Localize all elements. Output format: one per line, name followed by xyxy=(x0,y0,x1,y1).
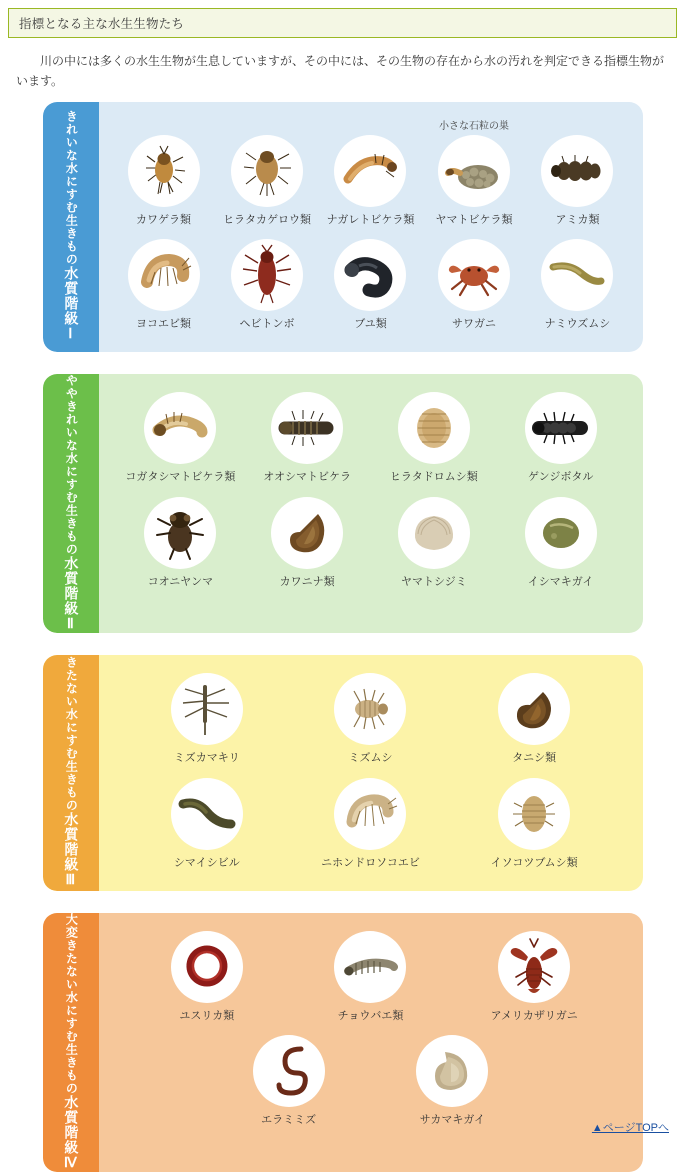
organism-item xyxy=(112,235,215,340)
organism-name: カワゲラ類 xyxy=(136,213,192,226)
organism-name: ゲンジボタル xyxy=(527,471,594,484)
amphipod-icon xyxy=(128,239,200,311)
organism-name: チョウバエ類 xyxy=(337,1009,404,1022)
mud-amphipod-icon xyxy=(334,778,406,850)
organism-item xyxy=(125,927,289,1032)
stonefly-icon xyxy=(128,135,200,207)
rank-body-2 xyxy=(99,374,643,633)
water-slater-icon xyxy=(334,673,406,745)
organism-name: シマイシビル xyxy=(173,856,240,869)
bloodworm-icon xyxy=(171,931,243,1003)
rank-block-3 xyxy=(43,655,643,891)
organism-name: イシマキガイ xyxy=(527,575,594,588)
organism-item xyxy=(244,388,371,493)
organism-item xyxy=(117,388,244,493)
dragonfly-nymph-icon xyxy=(144,497,216,569)
organism-note: 小さな石粒の巣 xyxy=(438,120,509,132)
organism-name: タニシ類 xyxy=(512,752,557,765)
organism-row xyxy=(107,774,635,879)
caddisfly-larva-icon xyxy=(334,135,406,207)
organism-name: カワニナ類 xyxy=(279,575,335,588)
organism-item xyxy=(371,493,498,598)
organism-item xyxy=(497,388,624,493)
organism-item xyxy=(497,493,624,598)
organism-item xyxy=(422,116,525,236)
organism-name: エラミミズ xyxy=(261,1114,317,1127)
organism-item xyxy=(452,669,616,774)
isopod-icon xyxy=(498,778,570,850)
organism-name: イソコツブムシ類 xyxy=(490,856,578,869)
water-stick-insect-icon xyxy=(171,673,243,745)
organism-name: アメリカザリガニ xyxy=(490,1009,578,1022)
organism-item xyxy=(452,927,616,1032)
blackfly-icon xyxy=(334,239,406,311)
organism-name: ミズカマキリ xyxy=(173,752,240,765)
rank-list xyxy=(0,102,685,1172)
organism-row xyxy=(107,235,635,340)
organism-name: ナミウズムシ xyxy=(544,318,611,331)
river-snail-icon xyxy=(271,497,343,569)
organism-item xyxy=(371,1031,535,1136)
page-root xyxy=(0,8,685,1172)
organism-item xyxy=(319,116,422,236)
rank-block-2 xyxy=(43,374,643,633)
organism-name: コオニヤンマ xyxy=(147,575,214,588)
organism-item xyxy=(319,235,422,340)
crayfish-icon xyxy=(498,931,570,1003)
page-top-footer xyxy=(592,1119,669,1135)
organism-item xyxy=(112,116,215,236)
organism-item xyxy=(526,235,629,340)
clam-icon xyxy=(398,497,470,569)
rank-label-4 xyxy=(43,913,99,1172)
rank-block-1 xyxy=(43,102,643,353)
rank-label-description: ややきれいな水にすむ生きもの xyxy=(64,374,79,557)
intro-paragraph: 川の中には多くの水生生物が生息していますが、その中には、その生物の存在から水の汚れを判定できる指標生物がいます。 xyxy=(16,54,665,88)
organism-row xyxy=(107,1031,635,1136)
organism-item xyxy=(215,116,318,236)
moth-fly-larva-icon xyxy=(334,931,406,1003)
nerite-snail-icon xyxy=(525,497,597,569)
organism-item xyxy=(289,927,453,1032)
organism-name: ヘビトンボ xyxy=(239,318,295,331)
organism-name: ヤマトシジミ xyxy=(400,575,467,588)
organism-item xyxy=(289,669,453,774)
planarian-icon xyxy=(541,239,613,311)
rank-label-grade: 水質階級Ⅰ xyxy=(63,266,80,344)
rank-label-grade: 水質階級Ⅲ xyxy=(63,812,80,890)
water-penny-icon xyxy=(398,392,470,464)
organism-item xyxy=(289,774,453,879)
organism-name: ヤマトビケラ類 xyxy=(435,213,513,226)
organism-item xyxy=(215,235,318,340)
pond-snail-icon xyxy=(498,673,570,745)
organism-item xyxy=(125,669,289,774)
organism-name: ユスリカ類 xyxy=(179,1009,235,1022)
large-hydropsyche-icon xyxy=(271,392,343,464)
rank-body-3 xyxy=(99,655,643,891)
organism-row xyxy=(107,927,635,1032)
organism-item xyxy=(452,774,616,879)
dobsonfly-icon xyxy=(231,239,303,311)
bladder-snail-icon xyxy=(416,1035,488,1107)
rank-label-description: 大変きたない水にすむ生きもの xyxy=(64,912,79,1095)
organism-name: オオシマトビケラ xyxy=(263,471,351,484)
organism-name: アミカ類 xyxy=(555,213,600,226)
small-hydropsyche-icon xyxy=(144,392,216,464)
rank-block-4 xyxy=(43,913,643,1172)
page-title: 指標となる主な水生生物たち xyxy=(19,17,185,31)
page-title-bar xyxy=(8,8,677,38)
organism-item xyxy=(207,1031,371,1136)
organism-name: ヒラタドロムシ類 xyxy=(389,471,478,484)
organism-name: ブユ類 xyxy=(354,318,387,331)
organism-name: ヨコエビ類 xyxy=(136,318,192,331)
page-top-link[interactable]: ▲ページTOPへ xyxy=(591,1122,669,1134)
rank-label-description: きれいな水にすむ生きもの xyxy=(64,110,79,267)
rank-label-grade: 水質階級Ⅱ xyxy=(63,556,80,634)
organism-row xyxy=(107,493,635,598)
organism-item xyxy=(117,493,244,598)
leech-icon xyxy=(171,778,243,850)
net-winged-midge-icon xyxy=(541,135,613,207)
organism-name: コガタシマトビケラ類 xyxy=(125,471,236,484)
rank-body-4 xyxy=(99,913,643,1172)
organism-row xyxy=(107,388,635,493)
organism-item xyxy=(526,116,629,236)
rank-label-3 xyxy=(43,655,99,891)
flat-mayfly-icon xyxy=(231,135,303,207)
rank-label-description: きたない水にすむ生きもの xyxy=(64,656,79,813)
rank-label-grade: 水質階級Ⅳ xyxy=(63,1094,80,1172)
organism-name: ミズムシ xyxy=(348,752,393,765)
rank-label-1 xyxy=(43,102,99,353)
organism-name: サカマキガイ xyxy=(419,1114,486,1127)
freshwater-crab-icon xyxy=(438,239,510,311)
organism-item xyxy=(422,235,525,340)
organism-name: ナガレトビケラ類 xyxy=(326,213,415,226)
tubifex-icon xyxy=(253,1035,325,1107)
firefly-larva-icon xyxy=(525,392,597,464)
organism-name: ヒラタカゲロウ類 xyxy=(223,213,311,226)
organism-name: ニホンドロソコエビ xyxy=(321,856,420,869)
organism-row xyxy=(107,116,635,236)
rank-body-1 xyxy=(99,102,643,353)
organism-item xyxy=(371,388,498,493)
organism-name: サワガニ xyxy=(451,318,496,331)
organism-row xyxy=(107,669,635,774)
organism-item xyxy=(125,774,289,879)
case-caddisfly-icon xyxy=(438,135,510,207)
organism-item xyxy=(244,493,371,598)
rank-label-2 xyxy=(43,374,99,633)
